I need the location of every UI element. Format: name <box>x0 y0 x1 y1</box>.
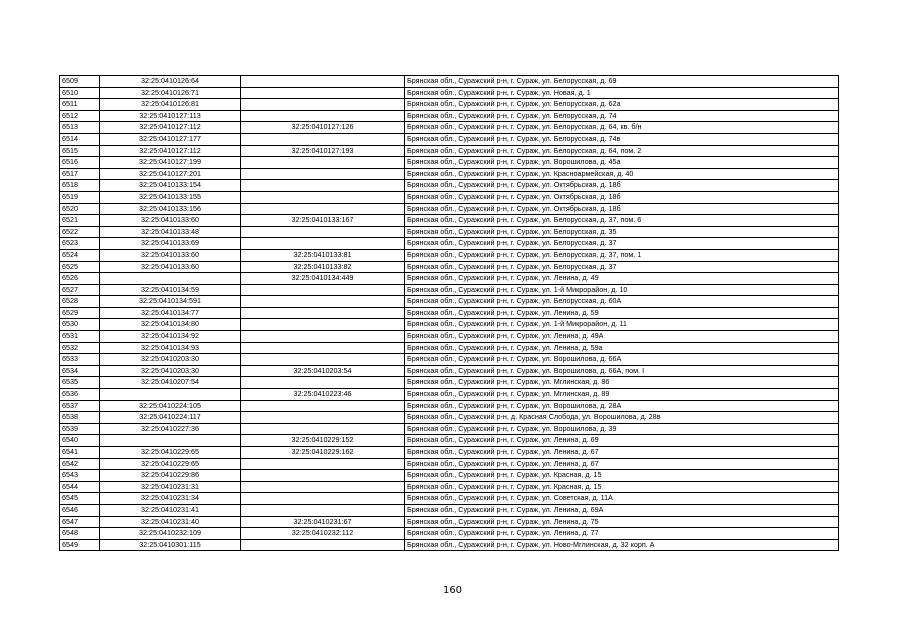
row-number-cell: 6529 <box>60 307 100 319</box>
address-cell: Брянская обл., Суражский р-н, г. Сураж, ул. Белорусская, д. 37, пом. 6 <box>405 215 839 227</box>
related-cadastral-number-cell <box>241 331 405 343</box>
cadastral-number-cell: 32:25:0410133:155 <box>100 191 241 203</box>
cadastral-number-cell: 32:25:0410133:48 <box>100 226 241 238</box>
address-cell: Брянская обл., Суражский р-н, г. Сураж, ул. Ленина, д. 67 <box>405 458 839 470</box>
row-number-cell: 6522 <box>60 226 100 238</box>
cadastral-number-cell: 32:25:0410229:65 <box>100 458 241 470</box>
row-number-cell: 6547 <box>60 516 100 528</box>
table-row <box>60 389 839 401</box>
row-number-cell: 6520 <box>60 203 100 215</box>
row-number-cell: 6546 <box>60 504 100 516</box>
related-cadastral-number-cell <box>241 238 405 250</box>
row-number-cell: 6525 <box>60 261 100 273</box>
row-number-cell: 6539 <box>60 423 100 435</box>
related-cadastral-number-cell: 32:25:0410229:162 <box>241 447 405 459</box>
related-cadastral-number-cell <box>241 168 405 180</box>
row-number-cell: 6511 <box>60 99 100 111</box>
address-cell: Брянская обл., Суражский р-н, г. Сураж, ул. Белорусская, д. 74в <box>405 133 839 145</box>
related-cadastral-number-cell <box>241 481 405 493</box>
row-number-cell: 6509 <box>60 76 100 88</box>
address-cell: Брянская обл., Суражский р-н, г. Сураж, ул. Белорусская, д. 64, пом. 2 <box>405 145 839 157</box>
row-number-cell: 6528 <box>60 296 100 308</box>
row-number-cell: 6518 <box>60 180 100 192</box>
row-number-cell: 6533 <box>60 354 100 366</box>
related-cadastral-number-cell <box>241 458 405 470</box>
row-number-cell: 6526 <box>60 273 100 285</box>
table-row <box>60 481 839 493</box>
cadastral-number-cell: 32:25:0410134:93 <box>100 342 241 354</box>
table-row <box>60 539 839 551</box>
address-cell: Брянская обл., Суражский р-н, г. Сураж, ул. Белорусская, д. 37 <box>405 261 839 273</box>
row-number-cell: 6531 <box>60 331 100 343</box>
cadastral-number-cell: 32:25:0410134:591 <box>100 296 241 308</box>
related-cadastral-number-cell <box>241 99 405 111</box>
cadastral-number-cell: 32:25:0410301:115 <box>100 539 241 551</box>
cadastral-number-cell: 32:25:0410203:30 <box>100 365 241 377</box>
table-row <box>60 516 839 528</box>
table-row <box>60 226 839 238</box>
related-cadastral-number-cell <box>241 180 405 192</box>
cadastral-number-cell: 32:25:0410127:112 <box>100 122 241 134</box>
table-row <box>60 342 839 354</box>
table-row <box>60 99 839 111</box>
address-cell: Брянская обл., Суражский р-н, г. Сураж, ул. Ново-Мглинская, д. 32 корп. А <box>405 539 839 551</box>
registry-table-container <box>59 75 838 551</box>
table-row <box>60 180 839 192</box>
related-cadastral-number-cell <box>241 319 405 331</box>
row-number-cell: 6523 <box>60 238 100 250</box>
address-cell: Брянская обл., Суражский р-н, г. Сураж, ул. Красная, д. 15 <box>405 470 839 482</box>
table-row <box>60 110 839 122</box>
related-cadastral-number-cell: 32:25:0410133:81 <box>241 249 405 261</box>
related-cadastral-number-cell <box>241 307 405 319</box>
table-row <box>60 458 839 470</box>
address-cell: Брянская обл., Суражский р-н, г. Сураж, ул. Ленина, д. 69А <box>405 504 839 516</box>
row-number-cell: 6514 <box>60 133 100 145</box>
related-cadastral-number-cell <box>241 423 405 435</box>
address-cell: Брянская обл., Суражский р-н, г. Сураж, ул. Белорусская, д. 37, пом. 1 <box>405 249 839 261</box>
cadastral-number-cell: 32:25:0410126:64 <box>100 76 241 88</box>
address-cell: Брянская обл., Суражский р-н, г. Сураж, ул. 1-й Микрорайон, д. 10 <box>405 284 839 296</box>
table-row <box>60 319 839 331</box>
address-cell: Брянская обл., Суражский р-н, г. Сураж, ул. Ворошилова, д. 66А <box>405 354 839 366</box>
related-cadastral-number-cell <box>241 191 405 203</box>
row-number-cell: 6535 <box>60 377 100 389</box>
table-row <box>60 249 839 261</box>
address-cell: Брянская обл., Суражский р-н, г. Сураж, ул. Ворошилова, д. 66А, пом. I <box>405 365 839 377</box>
registry-table-body <box>60 76 839 551</box>
table-row <box>60 76 839 88</box>
related-cadastral-number-cell: 32:25:0410229:152 <box>241 435 405 447</box>
address-cell: Брянская обл., Суражский р-н, г. Сураж, ул. Ворошилова, д. 45а <box>405 157 839 169</box>
cadastral-number-cell: 32:25:0410232:109 <box>100 528 241 540</box>
related-cadastral-number-cell <box>241 539 405 551</box>
related-cadastral-number-cell <box>241 504 405 516</box>
row-number-cell: 6538 <box>60 412 100 424</box>
row-number-cell: 6532 <box>60 342 100 354</box>
related-cadastral-number-cell <box>241 377 405 389</box>
cadastral-number-cell: 32:25:0410133:60 <box>100 215 241 227</box>
cadastral-number-cell: 32:25:0410229:65 <box>100 447 241 459</box>
cadastral-number-cell: 32:25:0410133:156 <box>100 203 241 215</box>
address-cell: Брянская обл., Суражский р-н, г. Сураж, ул. Советская, д. 11А <box>405 493 839 505</box>
table-row <box>60 168 839 180</box>
related-cadastral-number-cell <box>241 342 405 354</box>
table-row <box>60 87 839 99</box>
table-row <box>60 215 839 227</box>
address-cell: Брянская обл., Суражский р-н, г. Сураж, ул. Белорусская, д. 35 <box>405 226 839 238</box>
row-number-cell: 6516 <box>60 157 100 169</box>
table-row <box>60 191 839 203</box>
table-row <box>60 273 839 285</box>
related-cadastral-number-cell: 32:25:0410133:167 <box>241 215 405 227</box>
table-row <box>60 528 839 540</box>
address-cell: Брянская обл., Суражский р-н, г. Сураж, ул. Ленина, д. 49 <box>405 273 839 285</box>
address-cell: Брянская обл., Суражский р-н, г. Сураж, ул. Мглинская, д. 86 <box>405 377 839 389</box>
cadastral-number-cell: 32:25:0410127:177 <box>100 133 241 145</box>
address-cell: Брянская обл., Суражский р-н, г. Сураж, ул. Октябрьская, д. 18б <box>405 203 839 215</box>
address-cell: Брянская обл., Суражский р-н, г. Сураж, ул. Ворошилова, д. 39 <box>405 423 839 435</box>
table-row <box>60 307 839 319</box>
row-number-cell: 6510 <box>60 87 100 99</box>
row-number-cell: 6541 <box>60 447 100 459</box>
table-row <box>60 354 839 366</box>
cadastral-number-cell: 32:25:0410133:60 <box>100 261 241 273</box>
related-cadastral-number-cell: 32:25:0410232:112 <box>241 528 405 540</box>
cadastral-number-cell <box>100 435 241 447</box>
address-cell: Брянская обл., Суражский р-н, г. Сураж, ул. Ворошилова, д. 28А <box>405 400 839 412</box>
cadastral-number-cell: 32:25:0410126:71 <box>100 87 241 99</box>
cadastral-number-cell: 32:25:0410231:41 <box>100 504 241 516</box>
cadastral-number-cell: 32:25:0410133:154 <box>100 180 241 192</box>
related-cadastral-number-cell <box>241 133 405 145</box>
address-cell: Брянская обл., Суражский р-н, д. Красная Слобода, ул. Ворошилова, д. 28в <box>405 412 839 424</box>
row-number-cell: 6513 <box>60 122 100 134</box>
related-cadastral-number-cell <box>241 76 405 88</box>
table-row <box>60 133 839 145</box>
related-cadastral-number-cell: 32:25:0410127:193 <box>241 145 405 157</box>
cadastral-number-cell: 32:25:0410207:54 <box>100 377 241 389</box>
related-cadastral-number-cell <box>241 296 405 308</box>
cadastral-number-cell: 32:25:0410127:113 <box>100 110 241 122</box>
row-number-cell: 6519 <box>60 191 100 203</box>
row-number-cell: 6540 <box>60 435 100 447</box>
cadastral-number-cell: 32:25:0410231:34 <box>100 493 241 505</box>
address-cell: Брянская обл., Суражский р-н, г. Сураж, ул. Белорусская, д. 37 <box>405 238 839 250</box>
table-row <box>60 447 839 459</box>
related-cadastral-number-cell <box>241 110 405 122</box>
address-cell: Брянская обл., Суражский р-н, г. Сураж, ул. Белорусская, д. 64, кв. б/н <box>405 122 839 134</box>
address-cell: Брянская обл., Суражский р-н, г. Сураж, ул. Октябрьская, д. 18б <box>405 191 839 203</box>
table-row <box>60 157 839 169</box>
table-row <box>60 122 839 134</box>
cadastral-number-cell: 32:25:0410126:81 <box>100 99 241 111</box>
registry-table <box>59 75 839 551</box>
table-row <box>60 331 839 343</box>
address-cell: Брянская обл., Суражский р-н, г. Сураж, ул. Ленина, д. 59 <box>405 307 839 319</box>
table-row <box>60 365 839 377</box>
table-row <box>60 203 839 215</box>
row-number-cell: 6527 <box>60 284 100 296</box>
cadastral-number-cell: 32:25:0410134:92 <box>100 331 241 343</box>
related-cadastral-number-cell <box>241 226 405 238</box>
related-cadastral-number-cell <box>241 412 405 424</box>
related-cadastral-number-cell: 32:25:0410223:46 <box>241 389 405 401</box>
cadastral-number-cell <box>100 273 241 285</box>
page-number: 160 <box>442 585 463 596</box>
table-row <box>60 261 839 273</box>
address-cell: Брянская обл., Суражский р-н, г. Сураж, ул. Белорусская, д. 69 <box>405 76 839 88</box>
row-number-cell: 6524 <box>60 249 100 261</box>
table-row <box>60 412 839 424</box>
address-cell: Брянская обл., Суражский р-н, г. Сураж, ул. Новая, д. 1 <box>405 87 839 99</box>
address-cell: Брянская обл., Суражский р-н, г. Сураж, ул. Красноармейская, д. 40 <box>405 168 839 180</box>
address-cell: Брянская обл., Суражский р-н, г. Сураж, ул. Ленина, д. 49А <box>405 331 839 343</box>
related-cadastral-number-cell: 32:25:0410134:449 <box>241 273 405 285</box>
related-cadastral-number-cell: 32:25:0410133:82 <box>241 261 405 273</box>
related-cadastral-number-cell: 32:25:0410127:126 <box>241 122 405 134</box>
cadastral-number-cell: 32:25:0410231:31 <box>100 481 241 493</box>
related-cadastral-number-cell <box>241 203 405 215</box>
row-number-cell: 6512 <box>60 110 100 122</box>
row-number-cell: 6549 <box>60 539 100 551</box>
row-number-cell: 6543 <box>60 470 100 482</box>
related-cadastral-number-cell <box>241 157 405 169</box>
table-row <box>60 435 839 447</box>
table-row <box>60 238 839 250</box>
row-number-cell: 6544 <box>60 481 100 493</box>
cadastral-number-cell: 32:25:0410224:105 <box>100 400 241 412</box>
related-cadastral-number-cell <box>241 87 405 99</box>
row-number-cell: 6537 <box>60 400 100 412</box>
row-number-cell: 6536 <box>60 389 100 401</box>
row-number-cell: 6548 <box>60 528 100 540</box>
table-row <box>60 400 839 412</box>
cadastral-number-cell: 32:25:0410133:60 <box>100 249 241 261</box>
table-row <box>60 296 839 308</box>
address-cell: Брянская обл., Суражский р-н, г. Сураж, ул. Белорусская, д. 74 <box>405 110 839 122</box>
address-cell: Брянская обл., Суражский р-н, г. Сураж, ул. Ленина, д. 69 <box>405 435 839 447</box>
cadastral-number-cell: 32:25:0410227:36 <box>100 423 241 435</box>
address-cell: Брянская обл., Суражский р-н, г. Сураж, ул. Мглинская, д. 89 <box>405 389 839 401</box>
row-number-cell: 6517 <box>60 168 100 180</box>
cadastral-number-cell: 32:25:0410229:86 <box>100 470 241 482</box>
cadastral-number-cell: 32:25:0410134:77 <box>100 307 241 319</box>
address-cell: Брянская обл., Суражский р-н, г. Сураж, ул. Ленина, д. 59а <box>405 342 839 354</box>
row-number-cell: 6545 <box>60 493 100 505</box>
related-cadastral-number-cell <box>241 400 405 412</box>
cadastral-number-cell: 32:25:0410127:201 <box>100 168 241 180</box>
row-number-cell: 6521 <box>60 215 100 227</box>
address-cell: Брянская обл., Суражский р-н, г. Сураж, ул. 1-й Микрорайон, д. 11 <box>405 319 839 331</box>
cadastral-number-cell: 32:25:0410231:40 <box>100 516 241 528</box>
row-number-cell: 6542 <box>60 458 100 470</box>
table-row <box>60 145 839 157</box>
address-cell: Брянская обл., Суражский р-н, г. Сураж, ул. Ленина, д. 67 <box>405 447 839 459</box>
related-cadastral-number-cell: 32:25:0410231:67 <box>241 516 405 528</box>
related-cadastral-number-cell <box>241 470 405 482</box>
cadastral-number-cell: 32:25:0410133:69 <box>100 238 241 250</box>
address-cell: Брянская обл., Суражский р-н, г. Сураж, ул. Красная, д. 15 <box>405 481 839 493</box>
table-row <box>60 470 839 482</box>
address-cell: Брянская обл., Суражский р-н, г. Сураж, ул. Ленина, д. 75 <box>405 516 839 528</box>
table-row <box>60 493 839 505</box>
address-cell: Брянская обл., Суражский р-н, г. Сураж, ул. Ленина, д. 77 <box>405 528 839 540</box>
row-number-cell: 6534 <box>60 365 100 377</box>
cadastral-number-cell: 32:25:0410134:80 <box>100 319 241 331</box>
address-cell: Брянская обл., Суражский р-н, г. Сураж, ул. Белорусская, д. 60А <box>405 296 839 308</box>
cadastral-number-cell: 32:25:0410203:30 <box>100 354 241 366</box>
table-row <box>60 423 839 435</box>
address-cell: Брянская обл., Суражский р-н, г. Сураж, ул. Белорусская, д. 62а <box>405 99 839 111</box>
cadastral-number-cell: 32:25:0410127:112 <box>100 145 241 157</box>
cadastral-number-cell <box>100 389 241 401</box>
table-row <box>60 504 839 516</box>
related-cadastral-number-cell <box>241 493 405 505</box>
table-row <box>60 377 839 389</box>
related-cadastral-number-cell <box>241 354 405 366</box>
cadastral-number-cell: 32:25:0410127:199 <box>100 157 241 169</box>
cadastral-number-cell: 32:25:0410134:59 <box>100 284 241 296</box>
table-row <box>60 284 839 296</box>
cadastral-number-cell: 32:25:0410224:117 <box>100 412 241 424</box>
related-cadastral-number-cell <box>241 284 405 296</box>
related-cadastral-number-cell: 32:25:0410203:54 <box>241 365 405 377</box>
row-number-cell: 6530 <box>60 319 100 331</box>
row-number-cell: 6515 <box>60 145 100 157</box>
address-cell: Брянская обл., Суражский р-н, г. Сураж, ул. Октябрьская, д. 18б <box>405 180 839 192</box>
